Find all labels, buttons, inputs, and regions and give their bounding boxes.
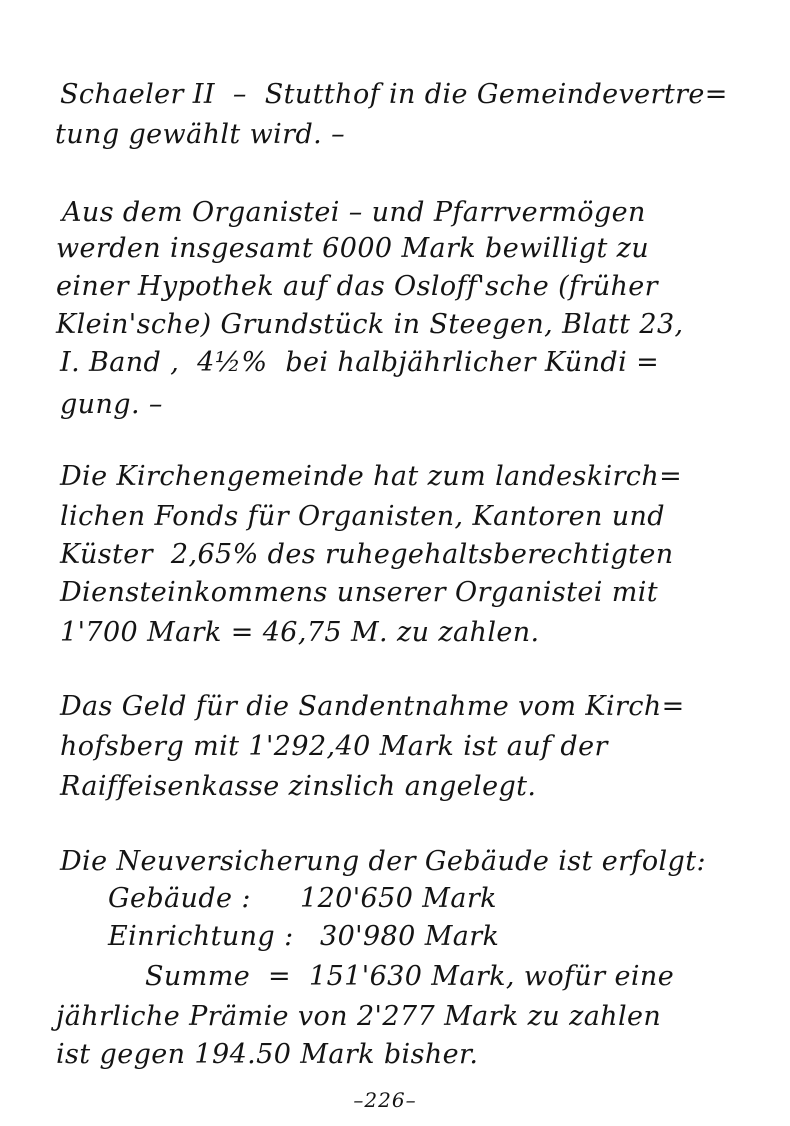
paragraph-5-line-1: Die Neuversicherung der Gebäude ist erfolgt:: [60, 846, 706, 877]
paragraph-5-closing-line-2: ist gegen 194.50 Mark bisher.: [56, 1039, 479, 1070]
paragraph-2-line-2: werden insgesamt 6000 Mark bewilligt zu: [56, 233, 650, 264]
insurance-label-buildings: Gebäude :: [108, 883, 251, 914]
paragraph-5-closing-line-1: jährliche Prämie von 2'277 Mark zu zahlen: [56, 1001, 662, 1032]
paragraph-2-line-4: Klein'sche) Grundstück in Steegen, Blatt 23,: [56, 309, 684, 340]
paragraph-4-line-1: Das Geld für die Sandentnahme vom Kirch=: [60, 691, 685, 722]
paragraph-2-line-3: einer Hypothek auf das Osloff'sche (früher: [56, 271, 658, 302]
paragraph-3-line-5: 1'700 Mark = 46,75 M. zu zahlen.: [60, 617, 540, 648]
paragraph-4-line-2: hofsberg mit 1'292,40 Mark ist auf der: [60, 731, 608, 762]
paragraph-1-line-2: tung gewählt wird. –: [55, 119, 346, 150]
paragraph-3-line-4: Diensteinkommens unserer Organistei mit: [60, 577, 659, 608]
paragraph-1-line-1: Schaeler II – Stutthof in die Gemeindevertre=: [60, 79, 728, 110]
paragraph-4-line-3: Raiffeisenkasse zinslich angelegt.: [60, 771, 537, 802]
insurance-value-buildings: 120'650 Mark: [300, 883, 497, 914]
paragraph-2-line-6: gung. –: [60, 389, 163, 420]
insurance-value-furnishing: 30'980 Mark: [320, 921, 500, 952]
paragraph-2-line-1: Aus dem Organistei – und Pfarrvermögen: [62, 197, 646, 228]
paragraph-3-line-2: lichen Fonds für Organisten, Kantoren und: [60, 501, 665, 532]
paragraph-2-line-5: I. Band , 4½% bei halbjährlicher Kündi =: [60, 347, 660, 378]
paragraph-3-line-3: Küster 2,65% des ruhegehaltsberechtigten: [60, 539, 674, 570]
paragraph-3-line-1: Die Kirchengemeinde hat zum landeskirch=: [60, 461, 683, 492]
insurance-sum-line: Summe = 151'630 Mark, wofür eine: [145, 961, 675, 992]
page-number: –226–: [353, 1088, 417, 1112]
insurance-label-furnishing: Einrichtung :: [108, 921, 294, 952]
